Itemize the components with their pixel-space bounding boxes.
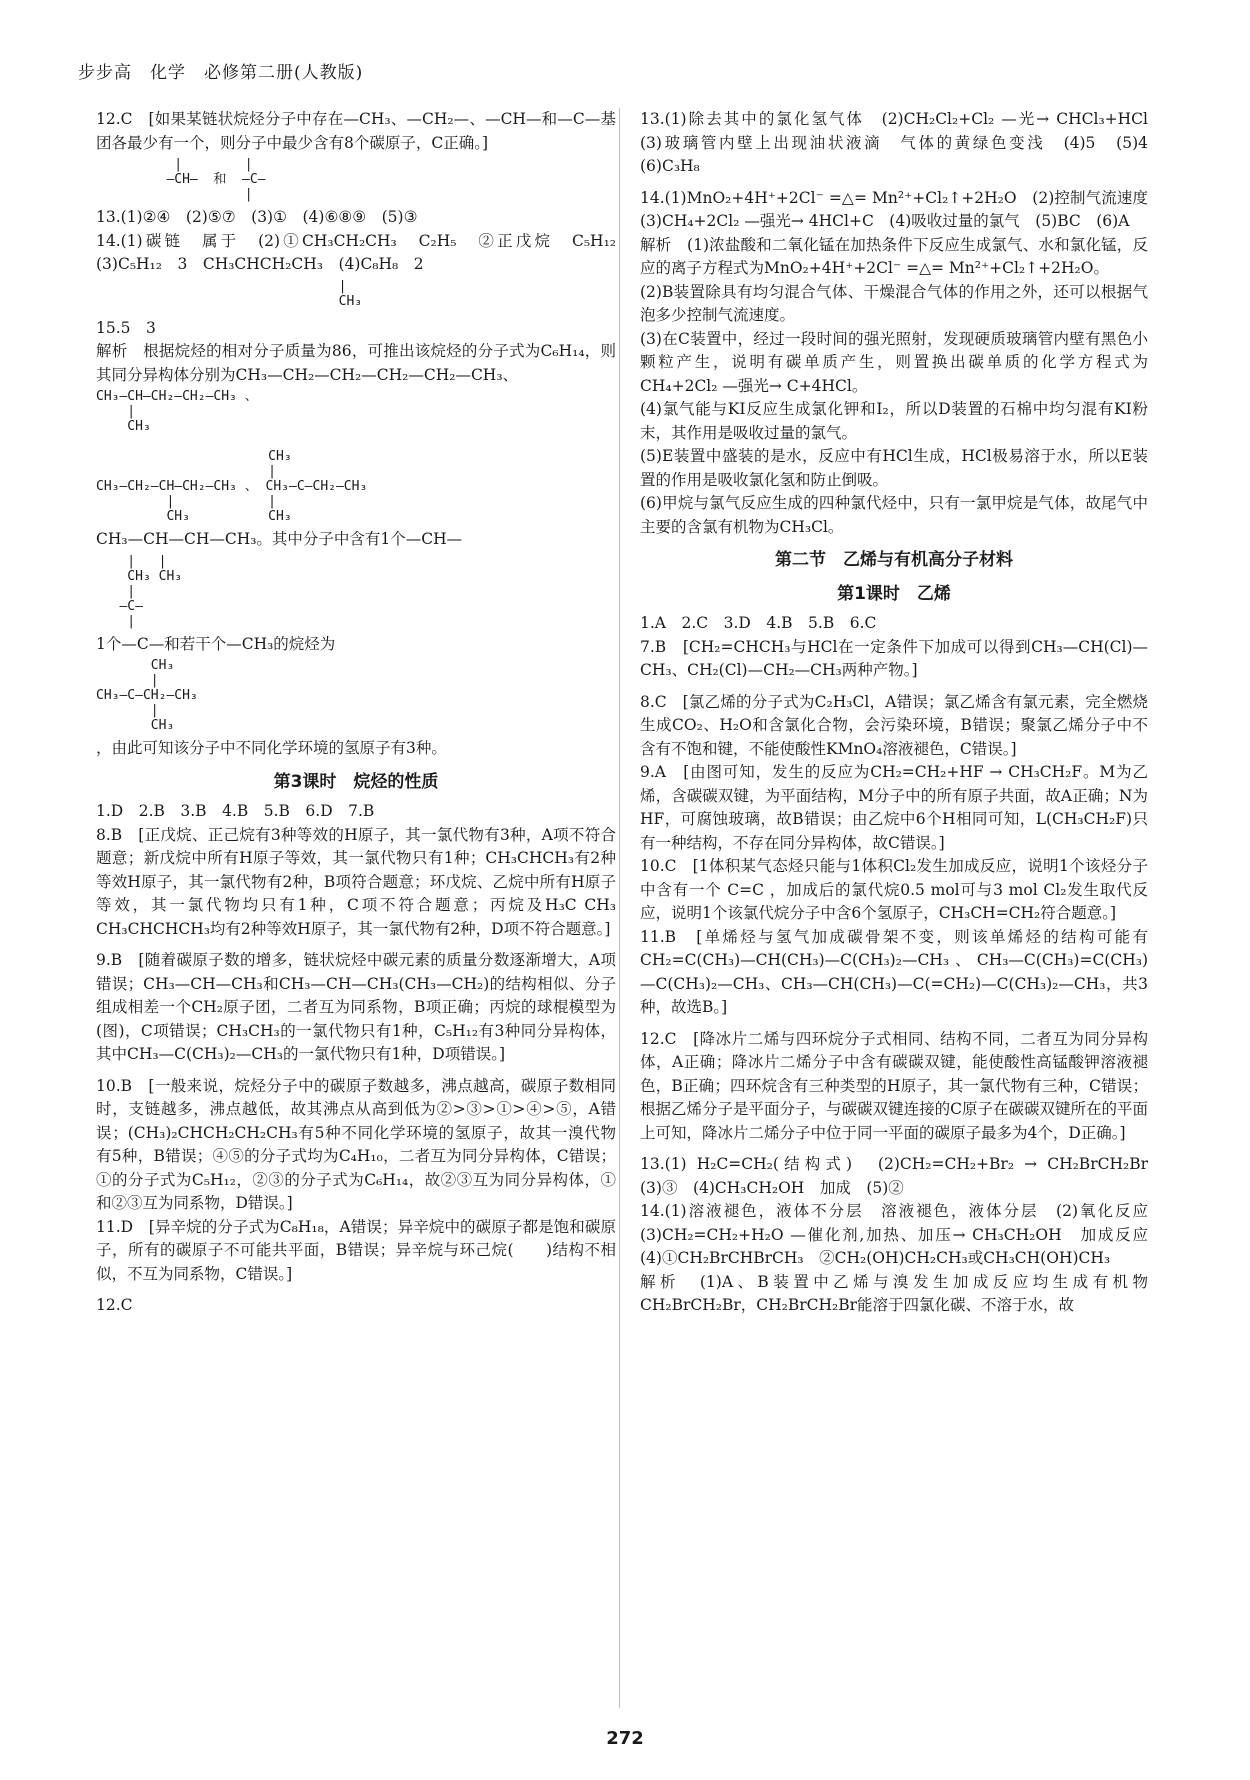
answer-11r: 11.B [单烯烃与氢气加成碳骨架不变，则该单烯烃的结构可能有CH₂=C(CH₃)—CH(CH₃)—C(CH₃)₂—CH₃、CH₃—C(CH₃)=C(CH₃)—C(CH₃)₂—CH₃、CH₃—CH(CH₃)—C(=CH₂)—C(CH₃)₂—CH₃，共3种，故选B。]: [640, 927, 1148, 1016]
analysis-14-2: (2)B装置除具有均匀混合气体、干燥混合气体的作用之外，还可以根据气泡多少控制气流速度。: [640, 282, 1148, 324]
answer-10r: 10.C [1体积某气态烃只能与1体积Cl₂发生加成反应，说明1个该烃分子中含有一个 C=C ，加成后的氯代烷0.5 mol可与3 mol Cl₂发生取代反应，说明1个该氯代烷分子中含6个氢原子，CH₃CH=CH₂符合题意。]: [640, 857, 1148, 922]
structure-formula: | | CH₃ CH₃ | —C— |: [119, 553, 183, 629]
right-column: [640, 108, 1164, 1318]
analysis-15-cont2: 1个—C—和若干个—CH₃的烷烃为: [96, 634, 336, 653]
answer-12r: 12.C [降冰片二烯与四环烷分子式相同、结构不同，二者互为同分异构体，A正确；降冰片二烯分子中含有碳碳双键，能使酸性高锰酸钾溶液褪色，B正确；四环烷含有三种类型的H原子，其一氯代物有三种，C错误；根据乙烯分子是平面分子，与碳碳双键连接的C原子在碳碳双键所在的平面上可知，降冰片二烯分子中位于同一平面的碳原子最多为4个，D正确。]: [640, 1029, 1148, 1142]
structure-formula: | | —CH— 和 —C— |: [166, 157, 266, 202]
answer-12: 12.C [如果某链状烷烃分子中存在—CH₃、—CH₂—、—CH—和—C—基团各最少有一个，则分子中最少含有8个碳原子，C正确。]: [96, 110, 616, 152]
structure-formula: | CH₃: [338, 278, 363, 309]
analysis-14-ethylene: 解析 (1)A、B装置中乙烯与溴发生加成反应均生成有机物CH₂BrCH₂Br，CH₂BrCH₂Br能溶于四氯化碳、不溶于水，故: [640, 1272, 1148, 1314]
analysis-14-5: (5)E装置中盛装的是水，反应中有HCl生成，HCl极易溶于水，所以E装置的作用是吸收氯化氢和防止倒吸。: [640, 447, 1148, 489]
answer-9: 9.B [随着碳原子数的增多，链状烷烃中碳元素的质量分数逐渐增大，A项错误；CH₃—CH—CH₃和CH₃—CH—CH₃(CH₃—CH₂)的结构相似、分子组成相差一个CH₂原子团，二者互为同系物，B项正确；丙烷的球棍模型为(图)，C项错误；CH₃CH₃的一氯代物只有1种，C₅H₁₂有3种同分异构体，其中CH₃—C(CH₃)₂—CH₃的一氯代物只有1种，D项错误。]: [96, 951, 616, 1063]
answer-13-ethylene: 13.(1) H₂C=CH₂(结构式) (2)CH₂=CH₂+Br₂ → CH₂BrCH₂Br (3)③ (4)CH₃CH₂OH 加成 (5)②: [640, 1155, 1164, 1197]
answer-14-ethylene: 14.(1)溶液褪色，液体不分层 溶液褪色，液体分层 (2)氧化反应 (3)CH₂=CH₂+H₂O —催化剂,加热、加压→ CH₃CH₂OH 加成反应 (4)①CH₂BrCHBrCH₃ ②CH₂(OH)CH₂CH₃或CH₃CH(OH)CH₃: [640, 1202, 1164, 1267]
answer-10: 10.B [一般来说，烷烃分子中的碳原子数越多，沸点越高，碳原子数相同时，支链越多，沸点越低，故其沸点从高到低为②>③>①>④>⑤，A错误；(CH₃)₂CHCH₂CH₂CH₃有5种不同化学环境的氢原子，故其一溴代物有5种，B错误；④⑤的分子式均为C₄H₁₀，二者互为同分异构体，C错误；①的分子式为C₅H₁₂，②③的分子式为C₆H₁₄，故②③互为同分异构体，①和②③互为同系物，D错误。]: [96, 1076, 616, 1212]
answers-1-6: 1.A 2.C 3.D 4.B 5.B 6.C: [640, 614, 877, 632]
answer-13: 13.(1)②④ (2)⑤⑦ (3)① (4)⑥⑧⑨ (5)③: [96, 208, 418, 226]
answer-8: 8.B [正戊烷、正己烷有3种等效的H原子，其一氯代物有3种，A项不符合题意；新戊烷中所有H原子等效，其一氯代物只有1种；CH₃CHCH₃有2种等效H原子，其一氯代物有2种，B项符合题意；环戊烷、乙烷中所有H原子等效，其一氯代物均只有1种，C项不符合题意；丙烷及H₃C CH₃ CH₃CHCHCH₃均有2种等效H原子，其一氯代物有2种，D项不符合题意。]: [96, 825, 616, 938]
answer-11: 11.D [异辛烷的分子式为C₈H₁₈，A错误；异辛烷中的碳原子都是饱和碳原子，所有的碳原子不可能共平面，B错误；异辛烷与环己烷( )结构不相似，不互为同系物，C错误。]: [96, 1217, 616, 1283]
answers-1-7: 1.D 2.B 3.B 4.B 5.B 6.D 7.B: [96, 802, 375, 820]
analysis-14-3: (3)在C装置中，经过一段时间的强光照射，发现硬质玻璃管内壁有黑色小颗粒产生，说明有碳单质产生，则置换出碳单质的化学方程式为CH₄+2Cl₂ —强光→ C+4HCl。: [640, 329, 1148, 395]
analysis-15-end: ，由此可知该分子中不同化学环境的氢原子有3种。: [96, 739, 447, 757]
structure-formula: CH₃—CH—CH₂—CH₂—CH₃ 、 | CH₃ CH₃ | CH₃—CH₂—CH—CH₂—CH₃ 、 CH₃—C—CH₂—CH₃ | | CH₃ CH₃: [96, 389, 368, 524]
answer-7: 7.B [CH₂=CHCH₃与HCl在一定条件下加成可以得到CH₃—CH(Cl)—CH₃、CH₂(Cl)—CH₂—CH₃两种产物。]: [640, 637, 1148, 679]
analysis-15-cont: CH₃—CH—CH—CH₃。其中分子中含有1个—CH—: [96, 530, 463, 548]
analysis-14-1: 解析 (1)浓盐酸和二氧化锰在加热条件下反应生成氯气、水和氯化锰，反应的离子方程式为MnO₂+4H⁺+2Cl⁻ =△= Mn²⁺+Cl₂↑+2H₂O。: [640, 235, 1148, 277]
column-divider: [619, 108, 620, 1708]
answer-8r: 8.C [氯乙烯的分子式为C₂H₃Cl，A错误；氯乙烯含有氯元素，完全燃烧生成CO₂、H₂O和含氯化合物，会污染环境，B错误；聚氯乙烯分子中不含有不饱和键，不能使酸性KMnO₄溶液褪色，C错误。]: [640, 692, 1148, 758]
analysis-14-4: (4)氯气能与KI反应生成氯化钾和I₂，所以D装置的石棉中均匀混有KI粉末，其作用是吸收过量的氯气。: [640, 400, 1148, 442]
left-column: [96, 108, 632, 1318]
answer-14r: 14.(1)MnO₂+4H⁺+2Cl⁻ =△= Mn²⁺+Cl₂↑+2H₂O (2)控制气流速度 (3)CH₄+2Cl₂ —强光→ 4HCl+C (4)吸收过量的氯气 (5)BC (6)A: [640, 188, 1164, 230]
page-number: 272: [606, 1728, 644, 1749]
answer-12b: 12.C: [96, 1296, 133, 1314]
answer-14: 14.(1)碳链 属于 (2)①CH₃CH₂CH₃ C₂H₅ ②正戊烷 C₅H₁₂ (3)C₅H₁₂ 3 CH₃CHCH₂CH₃ (4)C₈H₈ 2: [96, 231, 632, 273]
answer-13r: 13.(1)除去其中的氯化氢气体 (2)CH₂Cl₂+Cl₂ —光→ CHCl₃+HCl (3)玻璃管内壁上出现油状液滴 气体的黄绿色变浅 (4)5 (5)4 (6)C₃H₈: [640, 110, 1164, 175]
answer-15: 15.5 3: [96, 318, 156, 337]
structure-formula: CH₃ | CH₃—C—CH₂—CH₃ | CH₃: [96, 658, 198, 733]
lesson-title: 第1课时 乙烯: [837, 583, 951, 604]
analysis-15: 解析 根据烷烃的相对分子质量为86，可推出该烷烃的分子式为C₆H₁₄，则其同分异构体分别为CH₃—CH₂—CH₂—CH₂—CH₂—CH₃、: [96, 342, 616, 384]
section-title: 第二节 乙烯与有机高分子材料: [775, 550, 1013, 570]
answer-9r: 9.A [由图可知，发生的反应为CH₂=CH₂+HF → CH₃CH₂F。M为乙烯，含碳碳双键，为平面结构，M分子中的所有原子共面，故A正确；N为HF，可腐蚀玻璃，故B错误；由乙烷中6个H相同可知，L(CH₃CH₂F)只有一种结构，不存在同分异构体，故C错误。]: [640, 763, 1148, 852]
running-header: 步步高 化学 必修第二册(人教版): [78, 63, 364, 83]
section-title: 第3课时 烷烃的性质: [273, 771, 439, 792]
analysis-14-6: (6)甲烷与氯气反应生成的四种氯代烃中，只有一氯甲烷是气体，故尾气中主要的含氯有机物为CH₃Cl。: [640, 494, 1148, 536]
